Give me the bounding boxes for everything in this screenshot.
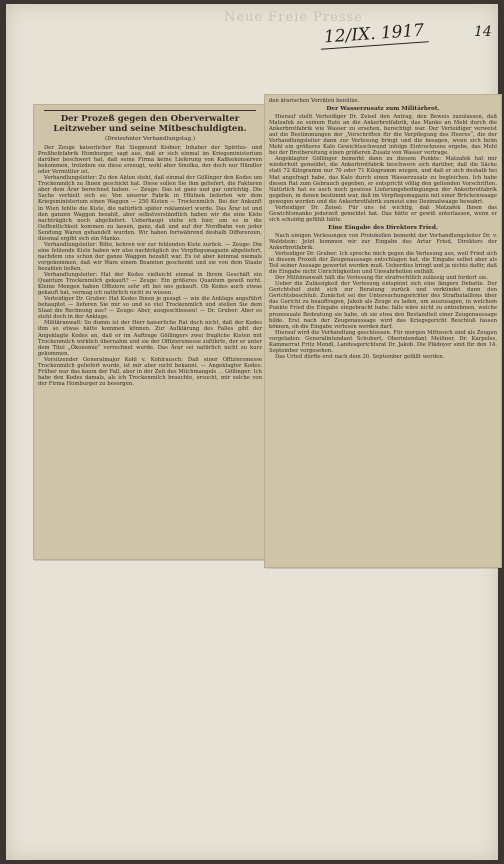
handwritten-date: 12/IX. 1917: [319, 20, 429, 49]
article-paragraph: Nach einigen Verlesungen von Protokollen bemerkt der Verhandlungsleiter Dr. v. Waldstein: Jetzt kommen wir zur Eingabe des Artur Fried, Direktors der Ankerbrotfabrik.: [269, 232, 497, 251]
right-column-body-b: [269, 233, 497, 360]
left-column-body: [38, 145, 262, 387]
article-paragraph: Angeklagter Göllinger bemerkt dann zu diesem Punkte: Matzafek hat mir wiederholt gemeldet, die Ankerbrotfabrik beschwere sich darüber, daß die Säcke statt 72 Kilogramm nur 70 oder 71 Kilogramm wiegen, und daß er sich deshalb bei Mat angefragt habe, das Kalo durch einen Wasserzusatz zu begleichen. Ich habe diesen Rat zum Gebrauch gegeben, er entspricht völlig den geltenden Vorschriften. Natürlich hat es auch noch gewisse Lieferungsbedingungen der Ankerbrotfabrik gegeben, in denen bestimmt war, daß im Verpflegsmagazin mit einer Brückenwaage gewogen werden und die Ankerbrotfabrik zumeist eine Dezimalwaage bewahrt.: [269, 156, 497, 205]
newspaper-masthead: Neue Freie Presse: [224, 10, 363, 25]
article-subheadline: (Dreizehnter Verhandlungstag.): [104, 136, 196, 142]
article-paragraph: Verteidiger Dr. Gruber: Hat Kodes Ihnen je gesagt — wie die Anklage angeführt behauptet — lieferen Sie mir so und so viel Trockenmilch und stellen Sie dem Staat die Rechnung aus? — Zeuge: Aber, ausgeschlossen! — Dr. Gruber: Aber es steht doch in der Anklage.: [38, 296, 262, 321]
article-paragraph: Hierauf stellt Verteidiger Dr. Zeisel den Antrag, den Beweis zuzulassen, daß Matzafek zu seinem Rate an die Ankerbrotfabrik, das Manko an Mehl durch die Ankerbrotfabrik wie Wasser zu ersehen, berechtigt war. Der Verteidiger verweist auf die Bestimmungen der „Vorschriften für die Verpflegung des Heeres“, die der Verhandlungsleiter dann zur Verlesung bringt und die besagen, wenn sich beim Mehl ein größeres Kalo Gewichtsschwund infolge Eintrocknens ergebe, das Mehl bei der Brotbereitung einen größeren Zusatz von Wasser vertrage.: [269, 114, 497, 157]
article-paragraph: Der Zeuge kaiserlicher Rat Siegmund Kodner, Inhaber der Spiritus- und Preßhefefabrik Homburger, sagt aus, daß er sich einmal im Kriegsministerium darüber beschwert hat, daß seine Firma keine Lieferung von Kaffeekonserven bekommen, trotzdem sie diese erzeugt, wohl aber Smolka, der doch nur Händler oder Vermittler ist.: [38, 145, 262, 176]
article-paragraph: Der Militäranwalt hält die Verlesung für strafrechtlich zulässig und fordert sie.: [275, 275, 488, 282]
article-paragraph: Hierauf wird die Verhandlung geschlossen. Für morgen Mittwoch sind als Zeugen vorgeladen: Generalintendant Schubert, Oberintendant Meißner, Dr. Karpeles, Kammerrat Fritz Mendl, Landesgerichtsrat Dr. Jakob. Die Plädoyer sind für den 14. September vorgesehen.: [269, 329, 497, 354]
article-paragraph: Militäranwalt: So dumm ist der Herr kaiserliche Rat doch nicht, daß der Kodes ihm so etwas hätte kommen können. Zur Aufklärung des Falles gibt der Angeklagte Kodes an, daß er im Auftrage Göllingers zwei fragliche Kisten mit Trockenmilch wirklich übernahm und sie der Offiziersmesse zuführte, der er unter dem Titel „Ökonomie“ verrechnet wurde. Das Ärar sei natürlich nicht zu kurz gekommen.: [38, 320, 262, 357]
article-paragraph: Verhandlungsleiter: Zu den Akten steht, daß einmal der Göllinger den Kodes um Trockenmilch zu Ihnen geschickt hat. Diese sollen Sie ihm geliefert, die Fakturen aber dem Ärar berechnet haben. — Zeuge: Das ist ganz und gar unrichtig. Die Sache verhielt sich so: Von unserer Fabrik in Hfulnek lieferten wir dem Kriegsministerium einen Waggon — 250 Kisten — Trockenmilch. Bei der Ankunft in Wien fehlte die Kiste, die natürlich später reklamiert wurde. Das Ärar ist und den ganzen Waggon bezahlt, aber selbstverständlich haben wir die eine Kiste nachträglich noch abgeliefert. Ueberhaupt stehe ich hier, um es in die Oeffentlichkeit kommen zu lassen, ganz, daß und auf der Nordbahn von jeder Sendung Waren gehandelt wurden. Wir haben fortwährend deshalb Differenzen, diesmal ergibt sich ein Manko.: [38, 175, 262, 242]
article-paragraph: Vorsitzender Generalmajor Kohl v. Kohlrausch: Daß einer Offiziersmesse Trockenmilch geliefert wurde, ist mir aber nicht bekannt. — Angeklagter Kodes: Früher war das kaum der Fall, aber in der Zeit des Milchmangels ... Göllinger: Ich habe den Kodes damals, als ich Trockenmilch brauchte, ersucht, mir solche von der Firma Homburger zu besorgen.: [38, 356, 262, 387]
article-paragraph: Verhandlungsleiter: Hat der Kodes vielleicht einmal in Ihrem Geschäft ein Quantum Trockenmilch gekauft? — Zeuge: Ein größeres Quantum gewiß nicht. Kleine Mengen haben Offiziere sehr oft bei uns gekauft. Ob Kodes auch etwas gekauft hat, vermag ich natürlich nicht zu wissen.: [38, 272, 262, 297]
article-paragraph: Verteidiger Dr. Zeisel: Für uns ist wichtig, daß Matzafek Ihnen das Gewichtsmanko jederzeit gemeldet hat. Das hätte er gewiß unterlassen, wenn er sich schuldig gefühlt hätte.: [269, 204, 497, 223]
section-heading-bread: Der Wasserzusatz zum Militärbrot.: [326, 106, 440, 113]
page-number: 14: [474, 24, 492, 40]
article-paragraph: Verteidiger Dr. Gruber: Ich spreche mich gegen die Verlesung aus, weil Fried sich in diesem Prozeß der Zeugenaussage entschlagen hat, die Eingabe selbst aber als Teil seiner Aussage gewertet werden muß. Ueberdies bringt und ja nichts dafür, daß die Eingabe nicht Unrichtigkeiten und Unwahrheiten enthält.: [269, 251, 497, 276]
right-lead-text: den ärarischen Vorräten benütze.: [269, 98, 360, 104]
article-paragraph: Verhandlungsleiter: Bitte, kehren wir zur fehlenden Kiste zurück. — Zeuge: Die eine fehlende Kiste haben wir also nachträglich ins Verpflegsmagazin abgeliefert, nachdem uns schon der ganze Waggon bezahlt war. Es ist aber keinmal niemals vorgekommen, daß wir Ware einem Beamten geschenkt und sie von dem Staate bezahlen ließen.: [38, 241, 262, 272]
clipping-right-column: [264, 94, 502, 568]
right-column-body-a: [269, 114, 497, 223]
article-headline: Der Prozeß gegen den Oberverwalter Leitzweber und seine Mitbeschuldigten.: [44, 110, 256, 134]
article-paragraph: Das Urteil dürfte erst nach dem 20. September gefällt werden.: [275, 353, 445, 360]
clipping-left-column: [33, 104, 267, 560]
section-heading-fried: Eine Eingabe des Direktors Fried.: [328, 224, 438, 231]
article-paragraph: Ueber die Zulässigkeit der Verlesung entspinnt sich eine längere Debatte. Der Gerichtshof zieht sich zur Beratung zurück und verkündet dann den Gerichtsbeschluß: Zunächst sei der Untersuchungsrichter des Strafbataillons über das Gericht zu beauftragen, Jakob als Zeuge zu laden, um auszusagen, in welchem Punkte Fried die Eingabe eingebracht habe; falls wäre nicht zu entnehmen, welche prozessuale Bedeutung sie habe, ob sie etwa den Bestandteil einer Zeugenaussage bilde. Erst nach der Zeugenaussage wird das Kriegsgericht Beschluß fassen können, ob die Eingabe verlesen werden darf.: [269, 281, 497, 330]
